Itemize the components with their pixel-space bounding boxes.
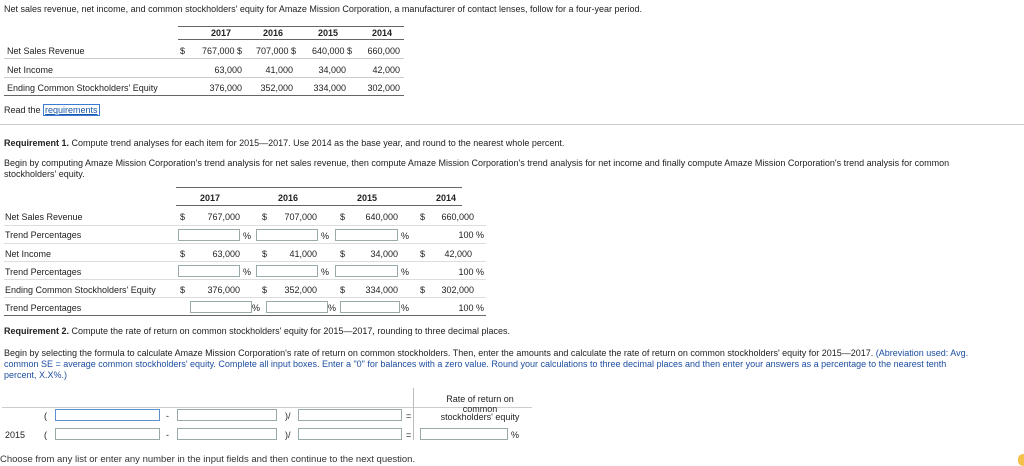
t1-equity-2015: 334,000 — [313, 83, 346, 93]
trend-equity-2015-input[interactable] — [340, 301, 400, 313]
t2-year-2015: 2015 — [357, 193, 378, 203]
row-year-2015: 2015 — [5, 430, 26, 440]
t2-label-trend-sales: Trend Percentages — [5, 230, 82, 240]
t2-income-2015-dollar: $ — [340, 249, 346, 259]
t1-income-2015: 34,000 — [318, 65, 346, 75]
roe-2015-numerator-input[interactable] — [55, 428, 160, 440]
req2-note-line2: common SE = average common stockholders' equity. Complete all input boxes. Enter a "0" for balances with a zero value. Round your calculations to three decimal places and then enter your answers as a percentage to the nearest tenth — [4, 359, 947, 369]
trend-equity-2017-input[interactable] — [190, 301, 252, 313]
open-paren: ( — [44, 430, 47, 440]
roe-2015-denominator-input[interactable] — [298, 428, 402, 440]
close-div: )/ — [285, 411, 291, 421]
req2-begin-text: Begin by selecting the formula to calculate Amaze Mission Corporation's rate of return on common stockholders. Then, enter the amounts and calculate the rate of return on common stockholders' equity for 2015—2017. — [4, 348, 874, 358]
req1-text: Compute trend analyses for each item for 2015—2017. Use 2014 as the base year, and round to the nearest whole percent. — [69, 138, 565, 148]
t1-year-2015: 2015 — [318, 28, 339, 38]
req2-note-line1: (Abreviation used: Avg. — [875, 348, 969, 358]
t2-sales-2014-dollar: $ — [420, 212, 426, 222]
pct-sign: % — [511, 430, 520, 440]
t2-equity-2016-dollar: $ — [262, 285, 268, 295]
trend-equity-2016-input[interactable] — [266, 301, 328, 313]
t1-equity-2016: 352,000 — [260, 83, 293, 93]
roe-2015-result-input[interactable] — [420, 428, 508, 440]
t2-sales-2016: 707,000 — [284, 212, 317, 222]
t2-sales-2017: 767,000 — [207, 212, 240, 222]
t1-sales-2015: 640,000 $ — [311, 46, 352, 56]
close-div: )/ — [285, 430, 291, 440]
footer-instruction: Choose from any list or enter any number in the input fields and then continue to the next question. — [0, 454, 416, 465]
t2-equity-2014-dollar: $ — [420, 285, 426, 295]
t2-year-2014: 2014 — [436, 193, 457, 203]
t2-income-2017-dollar: $ — [180, 249, 186, 259]
roe-header-line1: Rate of return on common — [446, 394, 514, 414]
equals-sign: = — [406, 430, 412, 440]
t1-sales-2014: 660,000 — [367, 46, 400, 56]
req2-heading — [4, 326, 510, 336]
t2-income-2014-dollar: $ — [420, 249, 426, 259]
t2-income-2014: 42,000 — [444, 249, 472, 259]
pct-sign: % — [243, 231, 252, 241]
roe-2015-subtract-input[interactable] — [177, 428, 277, 440]
req1-begin-line2: stockholders' equity. — [4, 169, 85, 179]
pct-sign: % — [401, 303, 410, 313]
trend-sales-2017-input[interactable] — [178, 229, 240, 241]
t2-equity-2015-dollar: $ — [340, 285, 346, 295]
t2-equity-2014: 302,000 — [441, 285, 474, 295]
t1-equity-2017: 376,000 — [209, 83, 242, 93]
t2-sales-2015-dollar: $ — [340, 212, 346, 222]
t2-label-net-income: Net Income — [5, 249, 52, 259]
pct-sign: % — [252, 303, 261, 313]
t2-equity-2017-dollar: $ — [180, 285, 186, 295]
pct-sign: % — [321, 267, 330, 277]
read-prefix: Read the — [4, 105, 44, 115]
formula-numerator-select[interactable] — [55, 409, 160, 421]
req2-note-line3: percent, X.X%.) — [4, 370, 68, 380]
read-requirements-line — [4, 105, 100, 115]
minus-sign: - — [166, 430, 169, 440]
t2-income-2017: 63,000 — [212, 249, 240, 259]
req2-text: Compute the rate of return on common stockholders' equity for 2015—2017, rounding to three decimal places. — [69, 326, 510, 336]
intro-text: Net sales revenue, net income, and common stockholders' equity for Amaze Mission Corporation, a manufacturer of contact lenses, follow for a four-year period. — [4, 4, 643, 14]
pct-sign: % — [321, 231, 330, 241]
req1-begin-line1: Begin by computing Amaze Mission Corporation's trend analysis for net sales revenue, then compute Amaze Mission Corporation's trend analysis for net income and finally compute Amaze Mission Corporation's trend analysis for common — [4, 158, 950, 168]
t2-income-2016: 41,000 — [289, 249, 317, 259]
t2-equity-2017: 376,000 — [207, 285, 240, 295]
t1-income-2014: 42,000 — [372, 65, 400, 75]
t1-year-2017: 2017 — [211, 28, 232, 38]
t1-year-2016: 2016 — [263, 28, 284, 38]
req2-title: Requirement 2. — [4, 326, 70, 336]
pct-sign: % — [328, 303, 337, 313]
t2-year-2017: 2017 — [200, 193, 221, 203]
req2-begin-line1 — [4, 348, 968, 358]
minus-sign: - — [166, 411, 169, 421]
t1-label-net-sales: Net Sales Revenue — [7, 46, 85, 56]
t2-equity-2015: 334,000 — [365, 285, 398, 295]
trend-income-2016-input[interactable] — [256, 265, 318, 277]
trend-sales-2014-base: 100 % — [458, 230, 484, 240]
equals-sign: = — [406, 411, 412, 421]
t2-sales-2014: 660,000 — [441, 212, 474, 222]
requirements-link[interactable]: requirements — [45, 105, 98, 115]
t2-label-trend-equity: Trend Percentages — [5, 303, 82, 313]
t2-sales-2016-dollar: $ — [262, 212, 268, 222]
pct-sign: % — [401, 267, 410, 277]
t1-dollar: $ — [180, 46, 186, 56]
t1-income-2016: 41,000 — [265, 65, 293, 75]
t1-label-net-income: Net Income — [7, 65, 54, 75]
t2-sales-2017-dollar: $ — [180, 212, 186, 222]
t2-label-trend-income: Trend Percentages — [5, 267, 82, 277]
t2-income-2016-dollar: $ — [262, 249, 268, 259]
t1-year-2014: 2014 — [372, 28, 393, 38]
trend-income-2014-base: 100 % — [458, 267, 484, 277]
t1-sales-2016: 707,000 $ — [255, 46, 296, 56]
formula-denominator-select[interactable] — [298, 409, 402, 421]
t1-income-2017: 63,000 — [214, 65, 242, 75]
trend-income-2015-input[interactable] — [335, 265, 398, 277]
t1-label-equity: Ending Common Stockholders' Equity — [7, 83, 158, 93]
help-badge-icon[interactable] — [1018, 454, 1024, 466]
trend-equity-2014-base: 100 % — [458, 303, 484, 313]
t2-equity-2016: 352,000 — [284, 285, 317, 295]
formula-subtract-select[interactable] — [177, 409, 277, 421]
t2-income-2015: 34,000 — [370, 249, 398, 259]
trend-income-2017-input[interactable] — [178, 265, 240, 277]
t1-sales-2017: 767,000 $ — [201, 46, 242, 56]
trend-sales-2016-input[interactable] — [256, 229, 318, 241]
req1-title: Requirement 1. — [4, 138, 70, 148]
t2-sales-2015: 640,000 — [365, 212, 398, 222]
req1-heading — [4, 138, 564, 148]
t2-label-net-sales: Net Sales Revenue — [5, 212, 83, 222]
pct-sign: % — [243, 267, 252, 277]
trend-sales-2015-input[interactable] — [335, 229, 398, 241]
t1-equity-2014: 302,000 — [367, 83, 400, 93]
t2-year-2016: 2016 — [278, 193, 299, 203]
roe-header-line2: stockholders' equity — [440, 412, 520, 422]
open-paren: ( — [44, 411, 47, 421]
t2-label-equity: Ending Common Stockholders' Equity — [5, 285, 156, 295]
pct-sign: % — [401, 231, 410, 241]
